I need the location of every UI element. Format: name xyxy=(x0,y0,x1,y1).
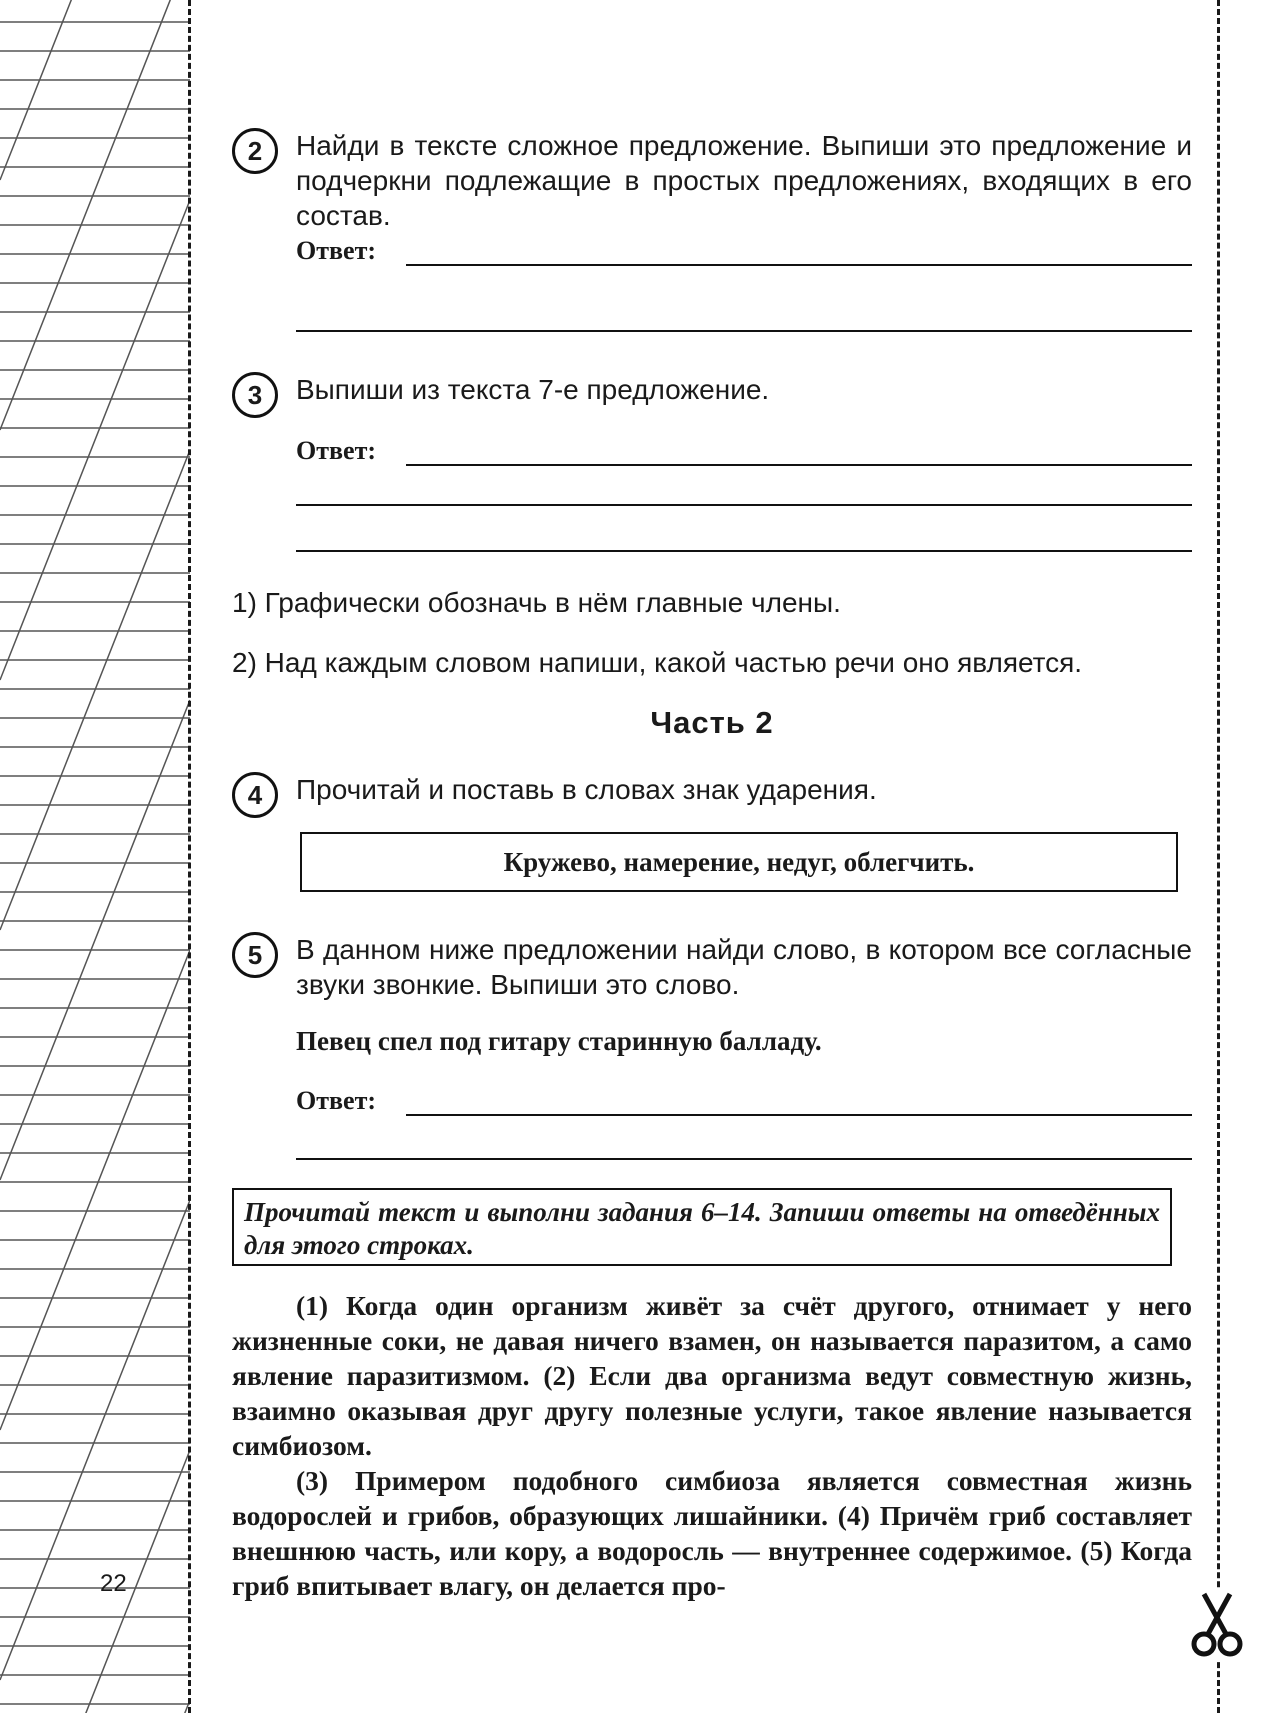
task-3 xyxy=(232,372,1192,410)
task-2 xyxy=(232,128,1192,233)
slant-line xyxy=(0,1450,190,1713)
task-number-3: 3 xyxy=(232,372,278,418)
answer-label: Ответ: xyxy=(296,1086,377,1115)
slant-line xyxy=(0,450,190,930)
slant-line xyxy=(0,1700,190,1713)
task-5-sentence: Певец спел под гитару старинную балладу. xyxy=(296,1026,822,1056)
task-3-text: Выпиши из текста 7-е предложение. xyxy=(296,374,770,405)
stress-words-box: Кружево, намерение, недуг, облегчить. xyxy=(300,832,1178,892)
answer-line[interactable] xyxy=(296,330,1192,332)
answer-label: Ответ: xyxy=(296,436,377,465)
task-5-text: В данном ниже предложении найди слово, в котором все согласные звуки звонкие. Выпиши это слово. xyxy=(296,934,1192,1000)
slant-line xyxy=(0,0,190,180)
task-2-answer[interactable] xyxy=(296,236,1192,272)
task-5-answer[interactable] xyxy=(296,1086,1192,1122)
slant-line xyxy=(0,200,190,680)
slant-line xyxy=(0,0,190,430)
instruction-box: Прочитай текст и выполни задания 6–14. Запиши ответы на отведённых для этого строках. xyxy=(232,1188,1172,1266)
page-number: 22 xyxy=(100,1570,127,1597)
task-number-5: 5 xyxy=(232,932,278,978)
right-cut-line xyxy=(1217,0,1220,1713)
reading-paragraph-1: (1) Когда один организм живёт за счёт другого, отнимает у него жизненные соки, не давая ничего взамен, он называется паразитом, а само явление паразитизмом. (2) Если два организма ведут совместную жизнь, взаимно оказывая друг другу полезные услуги, такое явление называется симбиозом. xyxy=(232,1290,1192,1461)
answer-label: Ответ: xyxy=(296,236,377,265)
task-4-text: Прочитай и поставь в словах знак ударения. xyxy=(296,774,877,805)
reading-paragraph-2: (3) Примером подобного симбиоза является совместная жизнь водорослей и грибов, образующих лишайники. (4) Причём гриб составляет внешнюю часть, или кору, а водоросль — внутреннее содержимое. (5) Когда гриб впитывает влагу, он делается про- xyxy=(232,1465,1192,1601)
part-title: Часть 2 xyxy=(650,705,774,740)
task-number-2: 2 xyxy=(232,128,278,174)
slant-line xyxy=(0,700,190,1180)
answer-line[interactable] xyxy=(406,464,1192,466)
reading-text xyxy=(232,1288,1192,1603)
task-3-subitem-2: 2) Над каждым словом напиши, какой частью речи оно является. xyxy=(232,647,1083,678)
task-4 xyxy=(232,772,1192,810)
margin-ruled-lines xyxy=(0,0,190,1713)
scissors-icon xyxy=(1182,1590,1252,1660)
answer-line[interactable] xyxy=(406,1114,1192,1116)
left-cut-line xyxy=(188,0,191,1713)
task-3-subitem-1: 1) Графически обозначь в нём главные члены. xyxy=(232,587,841,618)
task-2-text: Найди в тексте сложное предложение. Выпиши это предложение и подчеркни подлежащие в простых предложениях, входящих в его состав. xyxy=(296,130,1192,231)
answer-line[interactable] xyxy=(406,264,1192,266)
slant-line xyxy=(0,950,190,1430)
answer-line[interactable] xyxy=(296,1158,1192,1160)
answer-line[interactable] xyxy=(296,504,1192,506)
task-5 xyxy=(232,932,1192,1002)
task-3-answer[interactable] xyxy=(296,436,1192,472)
slant-line xyxy=(0,1200,190,1680)
answer-line[interactable] xyxy=(296,550,1192,552)
task-number-4: 4 xyxy=(232,772,278,818)
